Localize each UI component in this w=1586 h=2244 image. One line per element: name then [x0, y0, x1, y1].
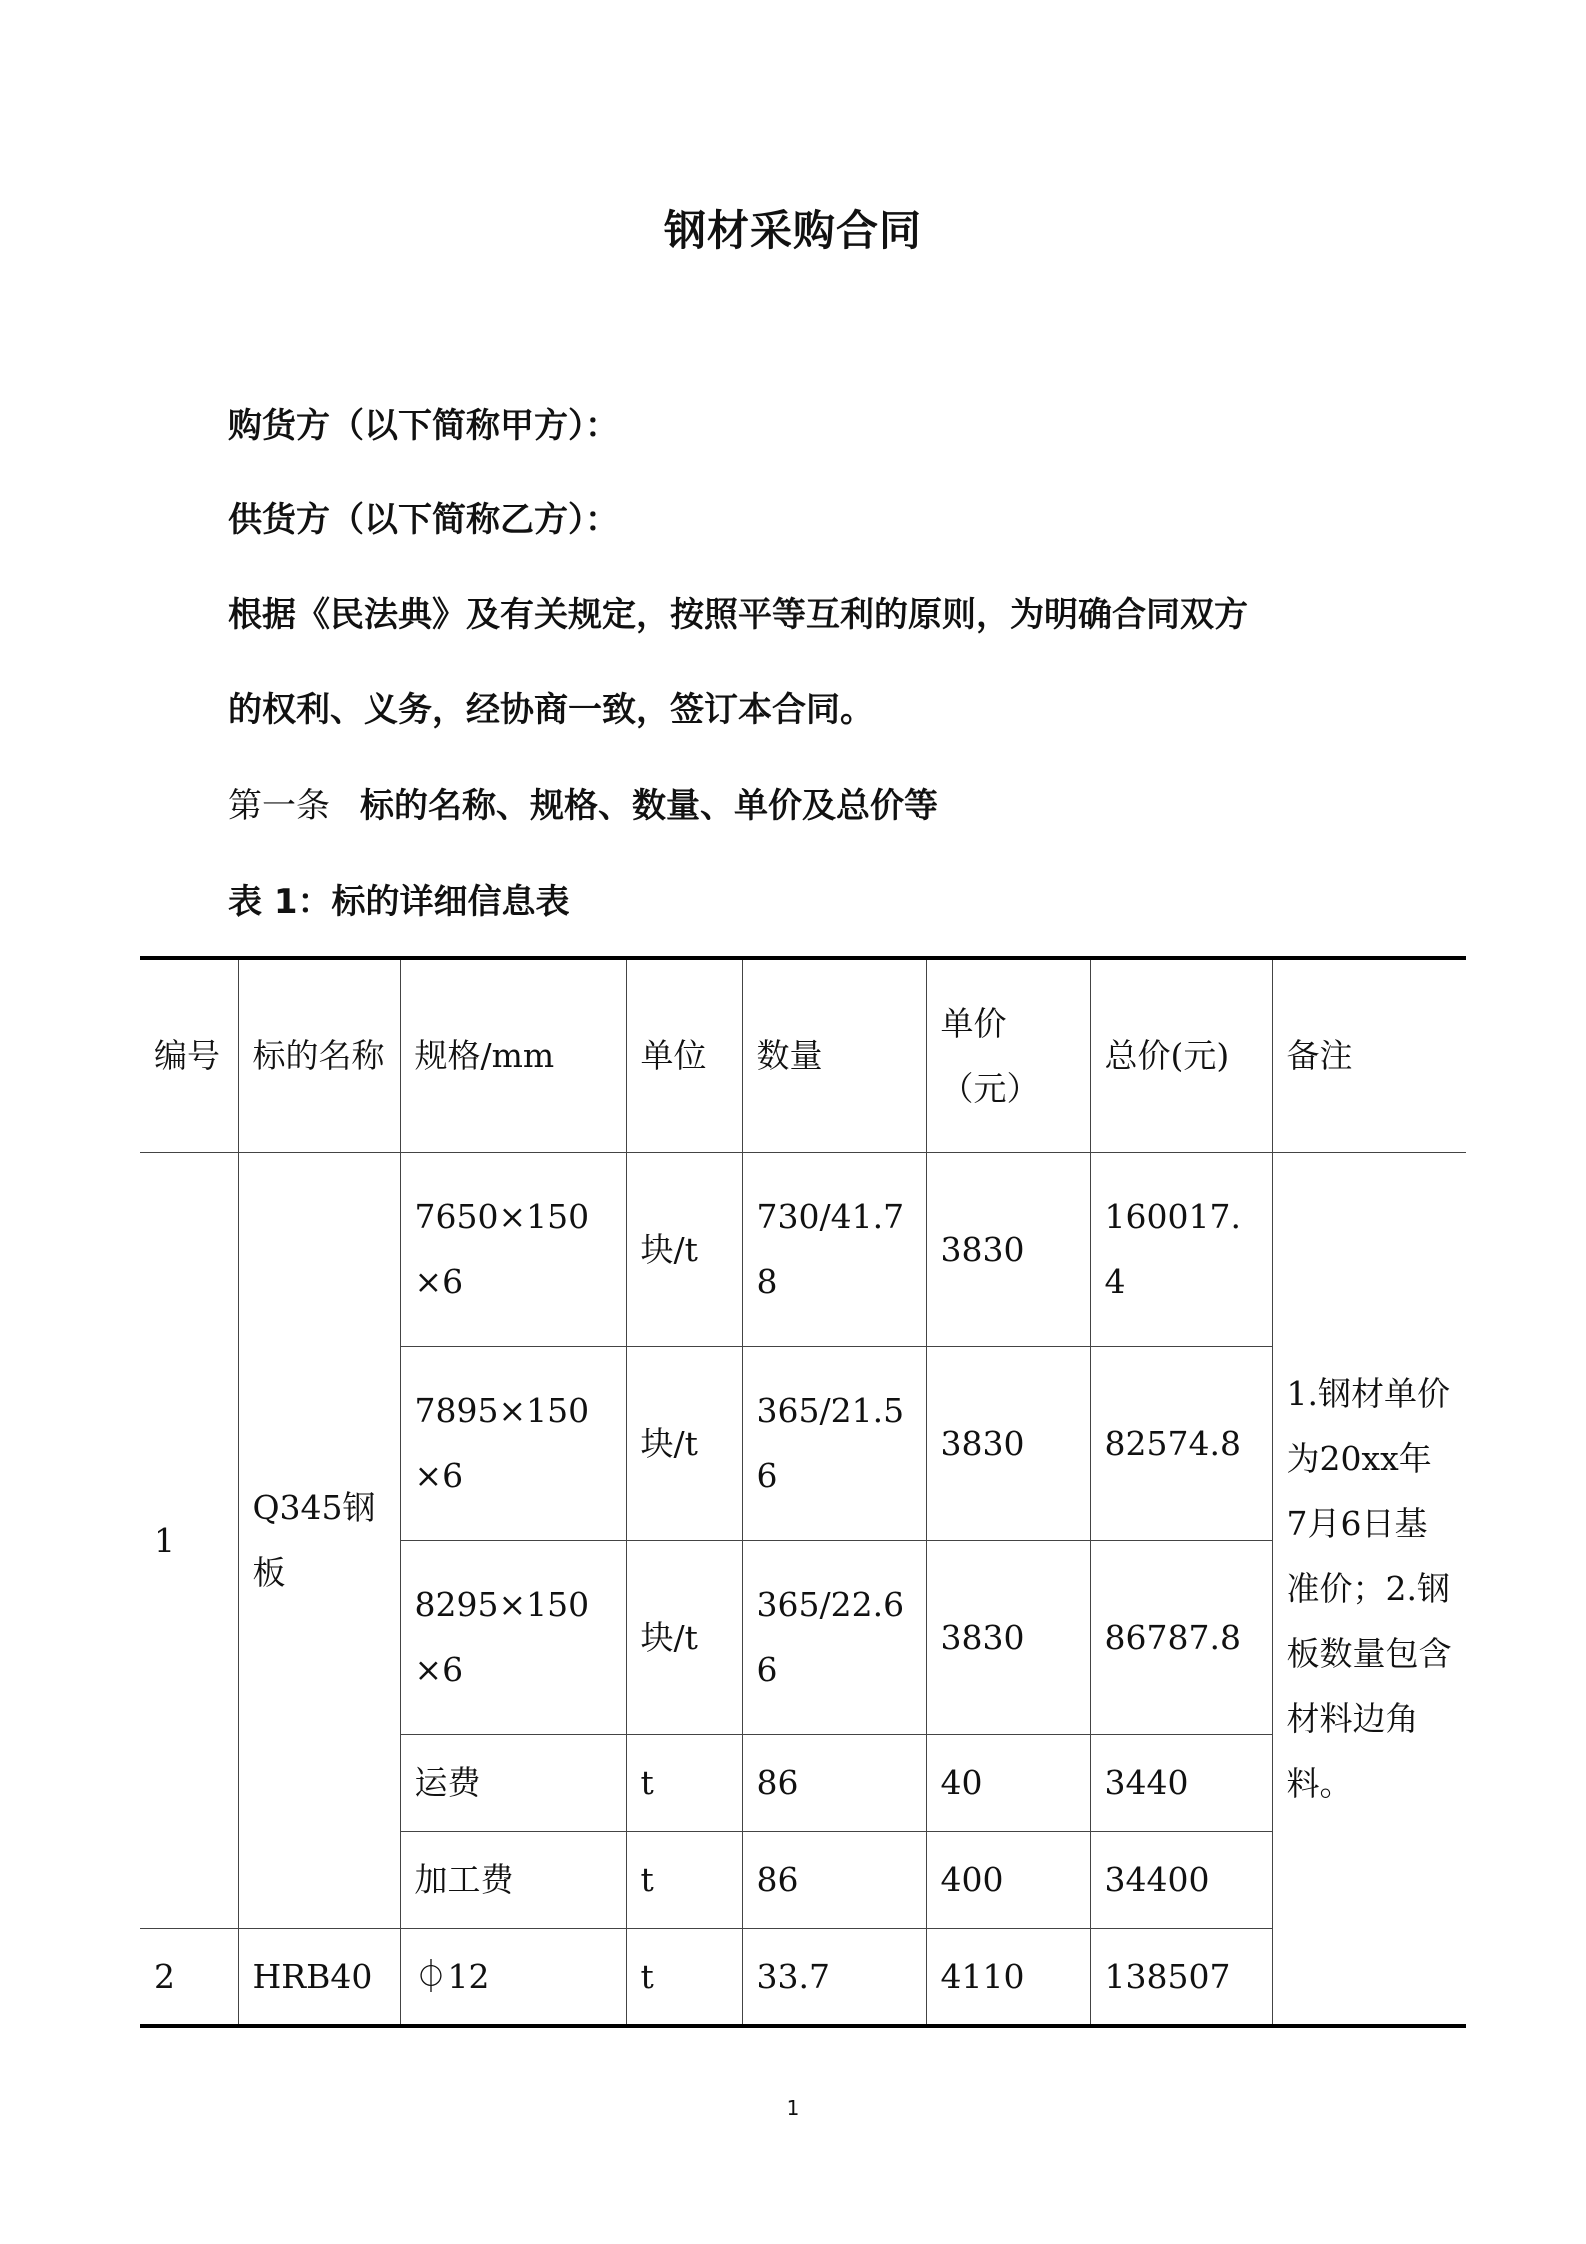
unit-price-cell: 40	[926, 1734, 1090, 1831]
spec-cell: ⏀12	[400, 1928, 626, 2026]
header-name: 标的名称	[238, 958, 400, 1152]
qty-cell: 365/21.56	[742, 1346, 926, 1540]
item-name-cell: HRB40	[238, 1928, 400, 2026]
unit-cell: t	[626, 1928, 742, 2026]
unit-price-cell: 3830	[926, 1346, 1090, 1540]
spec-cell: 7650×150×6	[400, 1152, 626, 1346]
article-number: 第一条	[228, 786, 330, 826]
unit-price-cell: 4110	[926, 1928, 1090, 2026]
header-qty: 数量	[742, 958, 926, 1152]
remarks-cell: 1.钢材单价为20xx年7月6日基准价；2.钢板数量包含材料边角料。	[1272, 1152, 1466, 2026]
qty-cell: 730/41.78	[742, 1152, 926, 1346]
total-cell: 82574.8	[1090, 1346, 1272, 1540]
header-unit: 单位	[626, 958, 742, 1152]
spec-cell: 运费	[400, 1734, 626, 1831]
table-header-row	[140, 958, 1466, 1152]
spec-cell: 加工费	[400, 1831, 626, 1928]
seller-line: 供货方（以下简称乙方）：	[228, 500, 619, 540]
page-number: 1	[786, 2096, 800, 2120]
unit-cell: 块/t	[626, 1152, 742, 1346]
header-remarks: 备注	[1272, 958, 1466, 1152]
unit-price-cell: 400	[926, 1831, 1090, 1928]
article-heading	[228, 782, 1388, 830]
table-caption: 表 1：标的详细信息表	[228, 882, 570, 922]
table-row	[140, 1152, 1466, 1346]
spec-table	[140, 956, 1466, 2028]
unit-price-cell: 3830	[926, 1540, 1090, 1734]
total-cell: 86787.8	[1090, 1540, 1272, 1734]
item-name-cell: Q345钢板	[238, 1152, 400, 1928]
buyer-line: 购货方（以下简称甲方）：	[228, 406, 619, 446]
unit-cell: 块/t	[626, 1346, 742, 1540]
unit-cell: t	[626, 1734, 742, 1831]
total-cell: 34400	[1090, 1831, 1272, 1928]
article-title: 标的名称、规格、数量、单价及总价等	[360, 786, 938, 826]
header-unit-price: 单价（元）	[926, 958, 1090, 1152]
qty-cell: 86	[742, 1734, 926, 1831]
preamble-line-1: 根据《民法典》及有关规定，按照平等互利的原则，为明确合同双方	[228, 595, 1248, 635]
unit-price-cell: 3830	[926, 1152, 1090, 1346]
total-cell: 138507	[1090, 1928, 1272, 2026]
unit-cell: 块/t	[626, 1540, 742, 1734]
header-total: 总价(元)	[1090, 958, 1272, 1152]
item-no-cell: 1	[140, 1152, 238, 1928]
header-no: 编号	[140, 958, 238, 1152]
spec-cell: 7895×150×6	[400, 1346, 626, 1540]
total-cell: 160017.4	[1090, 1152, 1272, 1346]
qty-cell: 365/22.66	[742, 1540, 926, 1734]
spec-cell: 8295×150×6	[400, 1540, 626, 1734]
document-title: 钢材采购合同	[663, 206, 922, 255]
preamble-line-2: 的权利、义务，经协商一致，签订本合同。	[228, 690, 874, 730]
table-row	[140, 1928, 1466, 2026]
qty-cell: 33.7	[742, 1928, 926, 2026]
qty-cell: 86	[742, 1831, 926, 1928]
total-cell: 3440	[1090, 1734, 1272, 1831]
spec-table-container	[140, 956, 1466, 2028]
item-no-cell: 2	[140, 1928, 238, 2026]
header-spec: 规格/mm	[400, 958, 626, 1152]
unit-cell: t	[626, 1831, 742, 1928]
